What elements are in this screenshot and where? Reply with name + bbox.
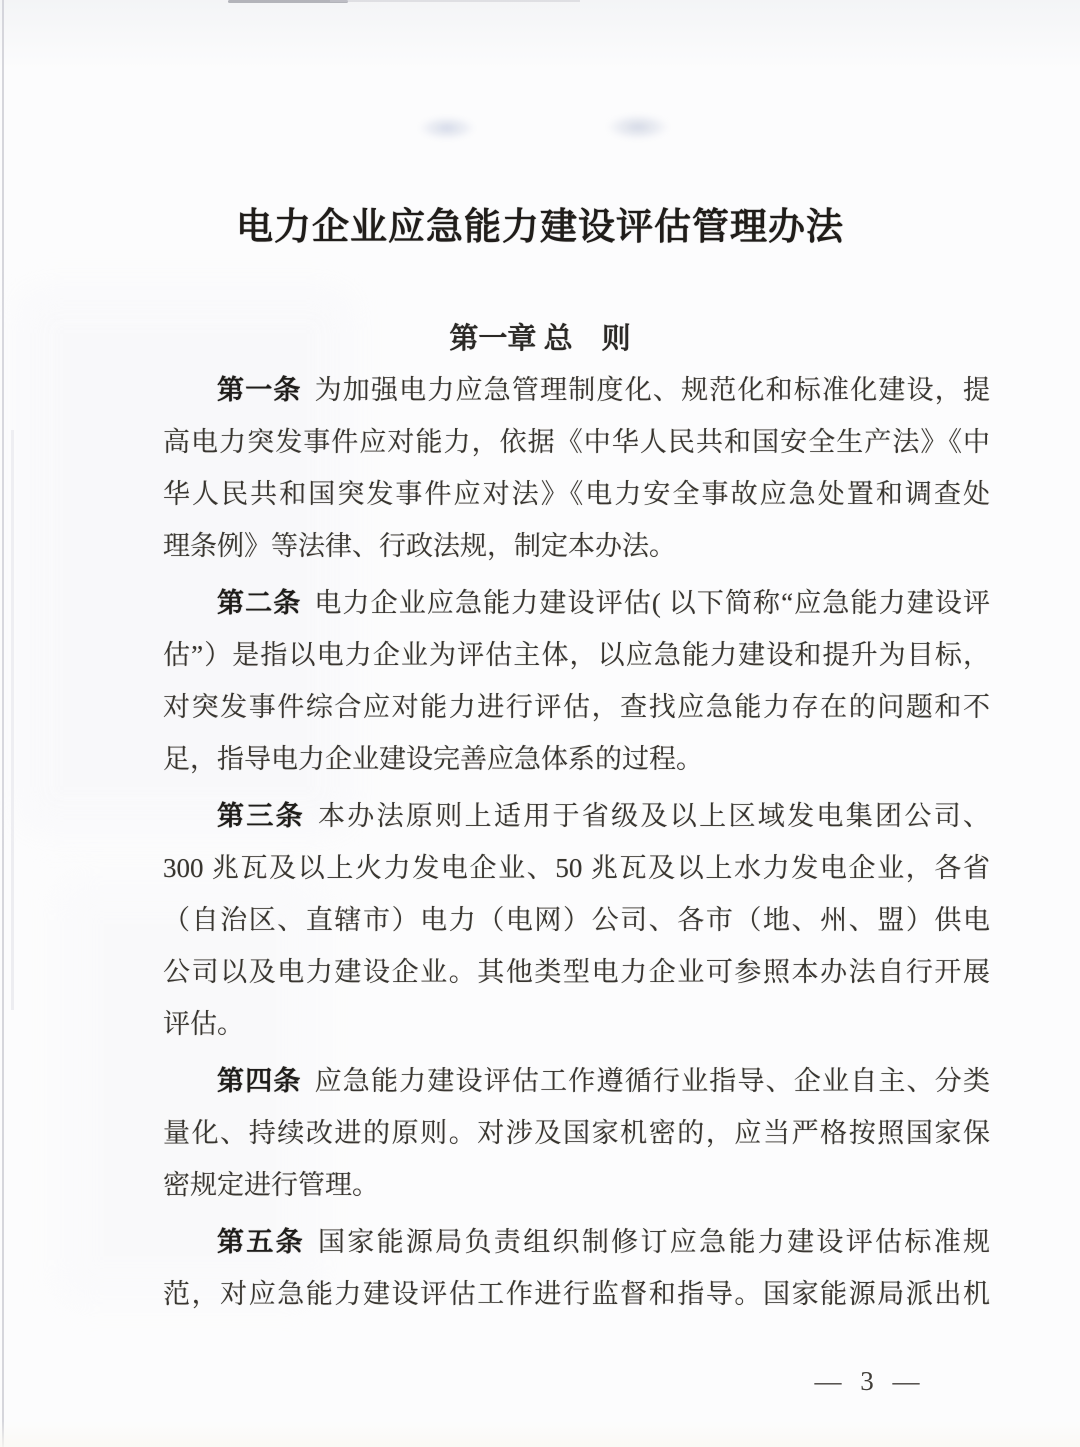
text-line xyxy=(163,1055,990,1107)
article-4-paragraph xyxy=(163,1055,990,1211)
scan-artifact-bottom-shading xyxy=(0,1421,1080,1447)
text-line: 高电力突发事件应对能力，依据《中华人民共和国安全生产法》《中 xyxy=(163,427,990,457)
scan-artifact-top-edge-line xyxy=(228,0,348,3)
article-number: 第四条 xyxy=(217,1066,302,1096)
text-line: 密规定进行管理。 xyxy=(163,1170,379,1200)
scan-artifact-smudge xyxy=(606,114,670,140)
text-line: 华人民共和国突发事件应对法》《电力安全事故应急处置和调查处 xyxy=(163,479,990,509)
article-number: 第三条 xyxy=(217,801,305,831)
text-line: 足，指导电力企业建设完善应急体系的过程。 xyxy=(163,744,703,774)
page-number-value: — 3 — xyxy=(814,1366,926,1396)
text-line: 量化、持续改进的原则。对涉及国家机密的，应当严格按照国家保 xyxy=(163,1118,990,1148)
scan-artifact-smudge xyxy=(418,116,476,140)
chapter-heading: 第一章 总 则 xyxy=(449,323,631,355)
article-1-paragraph xyxy=(163,364,990,572)
text-line-content: 国家能源局负责组织制修订应急能力建设评估标准规 xyxy=(317,1227,990,1257)
text-line: 范，对应急能力建设评估工作进行监督和指导。国家能源局派出机 xyxy=(163,1279,990,1309)
text-line xyxy=(163,1216,990,1268)
text-line-content: 为加强电力应急管理制度化、规范化和标准化建设，提 xyxy=(314,375,990,405)
text-line: 理条例》等法律、行政法规，制定本办法。 xyxy=(163,531,676,561)
scan-artifact-left-edge xyxy=(11,430,14,1010)
article-number: 第五条 xyxy=(217,1227,305,1257)
article-3-paragraph xyxy=(163,790,990,1050)
text-line xyxy=(163,577,990,629)
page-number xyxy=(0,1366,1080,1397)
scan-artifact-top-edge-line xyxy=(330,0,580,2)
article-number: 第一条 xyxy=(217,375,302,405)
article-2-paragraph xyxy=(163,577,990,785)
text-line xyxy=(163,364,990,416)
article-number: 第二条 xyxy=(217,588,302,618)
text-line: 对突发事件综合应对能力进行评估，查找应急能力存在的问题和不 xyxy=(163,692,990,722)
text-line: 估”）是指以电力企业为评估主体，以应急能力建设和提升为目标， xyxy=(163,640,990,670)
text-line xyxy=(163,790,990,842)
document-body xyxy=(163,364,990,1325)
text-line-content: 电力企业应急能力建设评估( 以下简称“应急能力建设评 xyxy=(314,588,990,618)
text-line: 公司以及电力建设企业。其他类型电力企业可参照本办法自行开展 xyxy=(163,957,990,987)
text-line: 评估。 xyxy=(163,1009,244,1039)
text-line: 300 兆瓦及以上火力发电企业、50 兆瓦及以上水力发电企业，各省 xyxy=(163,853,990,883)
text-line-content: 应急能力建设评估工作遵循行业指导、企业自主、分类 xyxy=(314,1066,990,1096)
text-line-content: 本办法原则上适用于省级及以上区域发电集团公司、 xyxy=(317,801,990,831)
document-title: 电力企业应急能力建设评估管理办法 xyxy=(236,207,844,248)
article-5-paragraph xyxy=(163,1216,990,1320)
scan-artifact-top-shading xyxy=(0,0,1080,70)
text-line: （自治区、直辖市）电力（电网）公司、各市（地、州、盟）供电 xyxy=(163,905,990,935)
